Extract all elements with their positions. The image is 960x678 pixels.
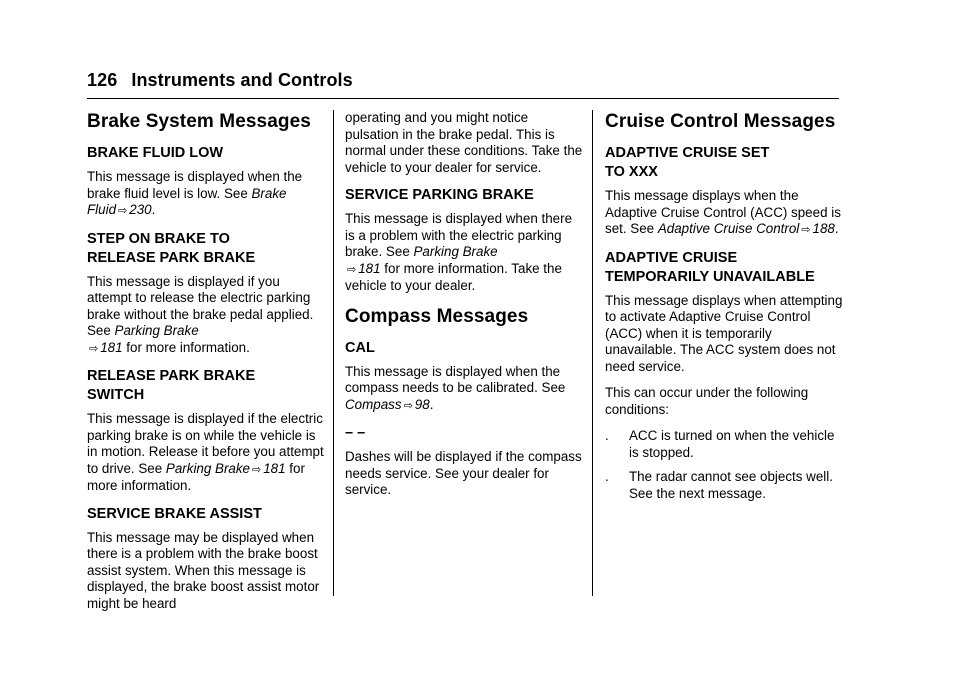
text-end: for more information. [87, 460, 305, 493]
heading-service-parking-brake: SERVICE PARKING BRAKE [345, 187, 534, 203]
text: This message displays when the Adaptive Cruise Control (ACC) speed is set. See [605, 188, 841, 236]
text-end: for more information. [122, 339, 250, 355]
bullet-icon: . [605, 469, 609, 484]
heading-acc-unavailable [605, 249, 845, 287]
paragraph-brake-assist-continued: operating and you might notice pulsation in the brake pedal. This is normal under these conditions. Take the vehicle to your dealer for service. [345, 110, 583, 175]
heading-brake-fluid-low: BRAKE FLUID LOW [87, 145, 224, 161]
heading-line: TEMPORARILY UNAVAILABLE [605, 268, 815, 285]
page-ref[interactable]: 181 [358, 260, 381, 276]
text: This message is displayed when the compass needs to be calibrated. See [345, 363, 566, 395]
heading-line: RELEASE PARK BRAKE [87, 368, 256, 384]
page-ref[interactable]: 230 [129, 202, 152, 217]
page-ref-arrow-icon: ⇨ [252, 463, 262, 476]
paragraph-acc-unavailable: This message displays when attempting to activate Adaptive Cruise Control (ACC) when it is temporarily unavailable. The ACC system does not need service. [605, 292, 843, 374]
section-title-brake-system: Brake System Messages [87, 111, 311, 132]
heading-release-park-brake-switch [87, 367, 327, 405]
heading-cal: CAL [345, 339, 375, 356]
page-header [87, 70, 353, 91]
page-ref[interactable]: 188 [812, 221, 835, 236]
paragraph-service-brake-assist: This message may be displayed when there is a problem with the brake boost assist system. When this message is displayed, the brake boost assist motor might be heard [87, 529, 320, 611]
link-parking-brake[interactable]: Parking Brake [114, 323, 199, 338]
list-item-text: ACC is turned on when the vehicle is stopped. [629, 428, 835, 460]
page-ref-arrow-icon: ⇨ [801, 224, 811, 236]
link-compass[interactable]: Compass [345, 396, 402, 412]
page-ref[interactable]: 98 [414, 396, 430, 412]
column-2 [345, 110, 585, 509]
link-parking-brake[interactable]: Parking Brake [165, 460, 251, 476]
page-ref[interactable]: 181 [100, 339, 123, 355]
column-3 [605, 110, 845, 510]
heading-dashes: – – [345, 425, 366, 441]
paragraph-brake-fluid-low [87, 169, 327, 220]
paragraph-release-park-brake-switch [87, 411, 327, 495]
text-end: . [834, 221, 839, 236]
column-divider-1 [333, 110, 334, 596]
heading-line: ADAPTIVE CRUISE SET [605, 145, 770, 161]
link-adaptive-cruise-control[interactable]: Adaptive Cruise Control [657, 221, 800, 236]
section-title-compass: Compass Messages [345, 305, 529, 327]
heading-line: ADAPTIVE CRUISE [605, 249, 738, 266]
paragraph-dashes: Dashes will be displayed if the compass needs service. See your dealer for service. [345, 449, 582, 497]
page-ref[interactable]: 181 [263, 460, 286, 476]
paragraph-service-parking-brake [345, 211, 585, 295]
list-item [605, 469, 845, 502]
paragraph-conditions: This can occur under the following conditions: [605, 385, 809, 417]
paragraph-cal [345, 364, 585, 415]
text: This message is displayed when the brake fluid level is low. See [87, 169, 303, 201]
header-rule [87, 98, 839, 99]
text-end: . [151, 202, 156, 217]
page-ref-arrow-icon: ⇨ [403, 399, 413, 412]
page-ref-arrow-icon: ⇨ [347, 263, 357, 276]
text-end: for more information. Take the vehicle to your dealer. [345, 260, 562, 293]
text: This message is displayed if the electric parking brake is on while the vehicle is in motion. Release it before you attempt to drive. See [87, 411, 324, 476]
heading-line: STEP ON BRAKE TO [87, 230, 230, 247]
chapter-title: Instruments and Controls [131, 70, 353, 90]
heading-acc-set [605, 144, 845, 182]
text-end: . [429, 396, 434, 412]
page-number: 126 [87, 70, 118, 90]
heading-service-brake-assist: SERVICE BRAKE ASSIST [87, 505, 262, 522]
page-ref-arrow-icon: ⇨ [89, 342, 99, 355]
list-item [605, 428, 845, 461]
paragraph-acc-set [605, 188, 845, 239]
list-item-text: The radar cannot see objects well. See the next message. [629, 469, 833, 501]
heading-step-on-brake [87, 230, 327, 268]
heading-line: SWITCH [87, 387, 145, 403]
paragraph-step-on-brake [87, 274, 327, 358]
heading-line: RELEASE PARK BRAKE [87, 249, 256, 266]
text: This message is displayed if you attempt to release the electric parking brake without the brake pedal applied. See [87, 273, 314, 338]
column-1 [87, 110, 327, 622]
page-ref-arrow-icon: ⇨ [118, 205, 128, 217]
link-parking-brake[interactable]: Parking Brake [413, 244, 498, 259]
text: This message is displayed when there is a problem with the electric parking brake. See [345, 211, 573, 259]
bullet-icon: . [605, 428, 609, 443]
column-divider-2 [592, 110, 593, 596]
link-brake-fluid[interactable]: Brake Fluid [87, 185, 287, 217]
heading-line: TO XXX [605, 164, 658, 180]
section-title-cruise-control: Cruise Control Messages [605, 111, 836, 132]
